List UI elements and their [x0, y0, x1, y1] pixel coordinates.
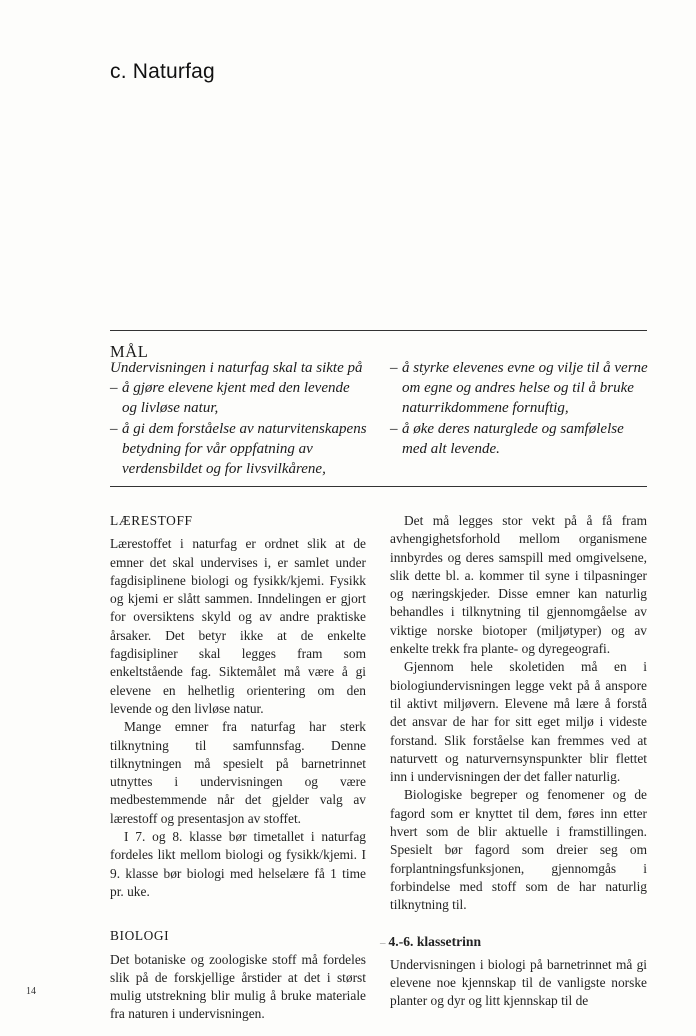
mal-goal-item — [110, 419, 368, 480]
mal-left-list — [110, 378, 368, 479]
mal-goal-text: å styrke elevenes evne og vilje til å verne om egne og andres helse og til å bruke naturrikdommene fornuftig, — [402, 360, 648, 417]
mal-goal-item — [390, 358, 652, 419]
body-paragraph: Det botaniske og zoologiske stoff må fordeles slik på de forskjellige årstider at det i størst mulig utstrekning blir mulig å bruke materiale fra naturen i undervisningen. — [110, 951, 366, 1022]
body-paragraph: Gjennom hele skoletiden må en i biologiundervisningen legge vekt på å anspore til aktivt miljøvern. Elevene må lære å forstå det ansvar de har for sitt eget miljø i videste forstand. Slik forståelse kan fremmes ved at naturvett og naturvernsynspunkter blir flettet inn i undervisningen der det faller naturlig. — [390, 659, 647, 785]
bottom-rule — [110, 486, 647, 487]
grade-heading-text: 4.-6. klassetrinn — [388, 933, 482, 949]
page-number: 14 — [26, 986, 36, 997]
mal-goal-text: å gjøre elevene kjent med den levende og livløse natur, — [122, 380, 350, 417]
mal-goal-text: å øke deres naturglede og samfølelse med alt levende. — [402, 420, 624, 457]
top-rule — [110, 330, 647, 331]
section-spacer — [110, 901, 366, 927]
mal-goal-item — [390, 419, 652, 459]
left-text-column — [110, 512, 366, 1024]
mal-right-list — [390, 358, 652, 459]
body-paragraph: Undervisningen i biologi på barnetrinnet må gi elevene noe kjennskap til de vanligste norske planter og dyr og litt kjennskap til de — [390, 956, 647, 1009]
body-paragraph: Det må legges stor vekt på å få fram avhengighetsforhold mellom organismene innbyrdes og deres samspill med omgivelsene, slik dette bl. a. kommer til syne i tilpasninger og næringskjeder. Disse emner kan naturlig behandles i tilknytning til gjennomgåelse av viktige norske biotoper (miljøtyper) og av enkelte trekk fra plante- og dyregeografi. — [390, 513, 647, 657]
mal-goal-text: å gi dem forståelse av naturvitenskapens betydning for vår oppfatning av verdensbildet og for livsvilkårene, — [122, 420, 367, 478]
right-text-column — [380, 512, 647, 1011]
body-paragraph: Mange emner fra naturfag har sterk tilknytning til samfunnsfag. Denne tilknytningen må spesielt på barnetrinnet utnyttes i undervisningen og være medbestemmende når det gjelder valg av lærestoff og presentasjon av stoffet. — [110, 719, 366, 826]
mal-goal-item — [110, 378, 368, 418]
body-paragraph: Biologiske begreper og fenomener og de fagord som er knyttet til dem, føres inn etter hvert som de blir aktuelle i framstillingen. Spesielt bør fagord som dreier seg om forplantningsfunksjonen, gjennomgås i forbindelse med stoff som de har naturlig tilknytning til. — [390, 787, 647, 913]
mal-heading: MÅL — [110, 342, 149, 361]
dash-mark: – — [390, 420, 398, 437]
mal-left-column — [110, 358, 368, 479]
dash-mark: – — [110, 420, 118, 437]
dash-mark: – — [390, 360, 398, 376]
dash-mark: – — [110, 380, 118, 397]
mal-right-column — [390, 358, 652, 459]
mal-intro: Undervisningen i naturfag skal ta sikte på — [110, 360, 363, 376]
grade-heading — [380, 933, 647, 952]
section-title: c. Naturfag — [110, 60, 215, 83]
body-paragraph: I 7. og 8. klasse bør timetallet i naturfag fordeles likt mellom biologi og fysikk/kjemi. I 9. klasse bør biologi med helselære få 1 time pr. uke. — [110, 829, 366, 899]
grade-margin-mark: – — [380, 936, 386, 949]
laerestoff-heading: LÆRESTOFF — [110, 513, 193, 528]
body-paragraph: Lærestoffet i naturfag er ordnet slik at de emner det skal undervises i, er samlet under fagdisiplinene biologi og fysikk/kjemi. Fysikk og kjemi er slått sammen. Inndelingen er gjort for oversiktens skyld og av andre praktiske årsaker. Det betyr ikke at de enkelte fagdisipliner skal legges fram som enkeltstående fag. Siktemålet må være å gi elevene en helhetlig orientering om den levende og den livløse natur. — [110, 536, 366, 716]
biologi-heading: BIOLOGI — [110, 928, 170, 944]
